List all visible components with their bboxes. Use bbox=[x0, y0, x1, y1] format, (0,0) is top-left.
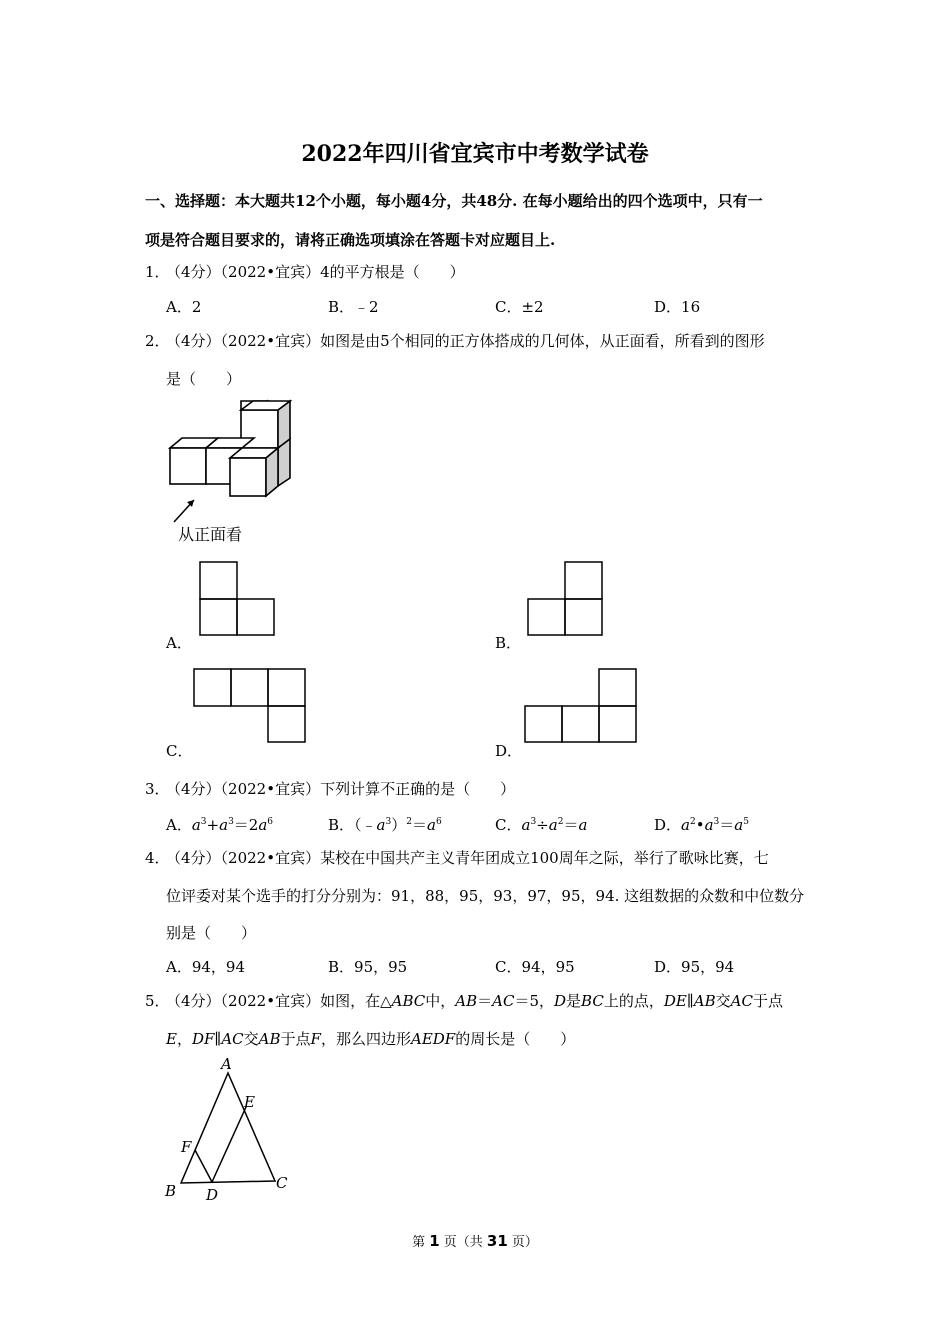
question-2-number: 2． bbox=[145, 332, 170, 350]
section-header-line1: 一、选择题：本大题共12个小题，每小题4分，共48分. 在每小题给出的四个选项中，只有一 bbox=[145, 192, 763, 210]
question-5-text-line2: E，DF∥AC交AB于点F，那么四边形AEDF的周长是（ ） bbox=[166, 1030, 576, 1048]
q2-option-d-label: D． bbox=[495, 742, 523, 760]
question-4-text-line3: 别是（ ） bbox=[166, 924, 257, 942]
q4-option-d: D．95，94 bbox=[654, 958, 735, 976]
q3-option-d: D．$a^2•a^3=a^5$ bbox=[654, 816, 749, 834]
triangle-figure bbox=[160, 1055, 300, 1205]
q3-option-b: B．$(﹣a^3)^2=a^6$ bbox=[328, 816, 442, 834]
q2-option-c-label: C． bbox=[166, 742, 193, 760]
q4-option-a: A．94，94 bbox=[166, 958, 246, 976]
q4-option-b: B．95，95 bbox=[328, 958, 408, 976]
q3-option-a: A．$a^3+a^3=2a^6$ bbox=[166, 816, 274, 834]
point-label-c: C bbox=[276, 1174, 288, 1192]
question-1-text: （4分）（2022•宜宾）4的平方根是（ ） bbox=[166, 263, 465, 281]
question-3-number: 3． bbox=[145, 780, 170, 798]
q2-option-a-label: A． bbox=[166, 634, 192, 652]
point-label-d: D bbox=[206, 1186, 219, 1204]
page-number: 1 bbox=[429, 1232, 440, 1250]
question-5-text-line1: （4分）（2022•宜宾）如图，在△ABC中，AB＝AC＝5，D是BC上的点，DE∥AB交AC于点 bbox=[166, 992, 783, 1010]
question-4-text-line2: 位评委对某个选手的打分分别为：91，88，95，93，97，95，94. 这组数据的众数和中位数分 bbox=[166, 887, 805, 905]
q2-option-d-figure bbox=[523, 667, 638, 745]
question-2-text-line1: （4分）（2022•宜宾）如图是由5个相同的正方体搭成的几何体，从正面看，所看到的图形 bbox=[166, 332, 765, 350]
figure-caption: 从正面看 bbox=[178, 525, 243, 544]
q2-option-a-figure bbox=[198, 560, 278, 636]
q1-option-c: C．±2 bbox=[495, 298, 544, 316]
cube-stack-figure bbox=[160, 396, 300, 506]
point-label-b: B bbox=[165, 1182, 177, 1200]
page-title: 2022年四川省宜宾市中考数学试卷 bbox=[301, 141, 649, 167]
page-footer: 第 1 页（共 31 页） bbox=[412, 1232, 538, 1250]
question-1-number: 1． bbox=[145, 263, 170, 281]
question-2-text-line2: 是（ ） bbox=[166, 370, 242, 388]
section-header-line2: 项是符合题目要求的，请将正确选项填涂在答题卡对应题目上. bbox=[145, 231, 556, 249]
point-label-e: E bbox=[244, 1093, 255, 1111]
point-label-f: F bbox=[181, 1138, 192, 1156]
q1-option-d: D．16 bbox=[654, 298, 701, 316]
page-total: 31 bbox=[486, 1232, 508, 1250]
question-4-number: 4． bbox=[145, 849, 170, 867]
question-3-text: （4分）（2022•宜宾）下列计算不正确的是（ ） bbox=[166, 780, 516, 798]
q2-option-b-label: B． bbox=[495, 634, 522, 652]
question-5-number: 5． bbox=[145, 992, 170, 1010]
q2-option-b-figure bbox=[526, 560, 606, 636]
q1-option-a: A．2 bbox=[166, 298, 202, 316]
q1-option-b: B．﹣2 bbox=[328, 298, 379, 316]
q3-option-c: C．$a^3\div a^2=a$ bbox=[495, 816, 588, 834]
point-label-a: A bbox=[221, 1055, 232, 1073]
q2-option-c-figure bbox=[192, 667, 307, 745]
question-4-text-line1: （4分）（2022•宜宾）某校在中国共产主义青年团成立100周年之际，举行了歌咏比赛，七 bbox=[166, 849, 769, 867]
q4-option-c: C．94，95 bbox=[495, 958, 575, 976]
